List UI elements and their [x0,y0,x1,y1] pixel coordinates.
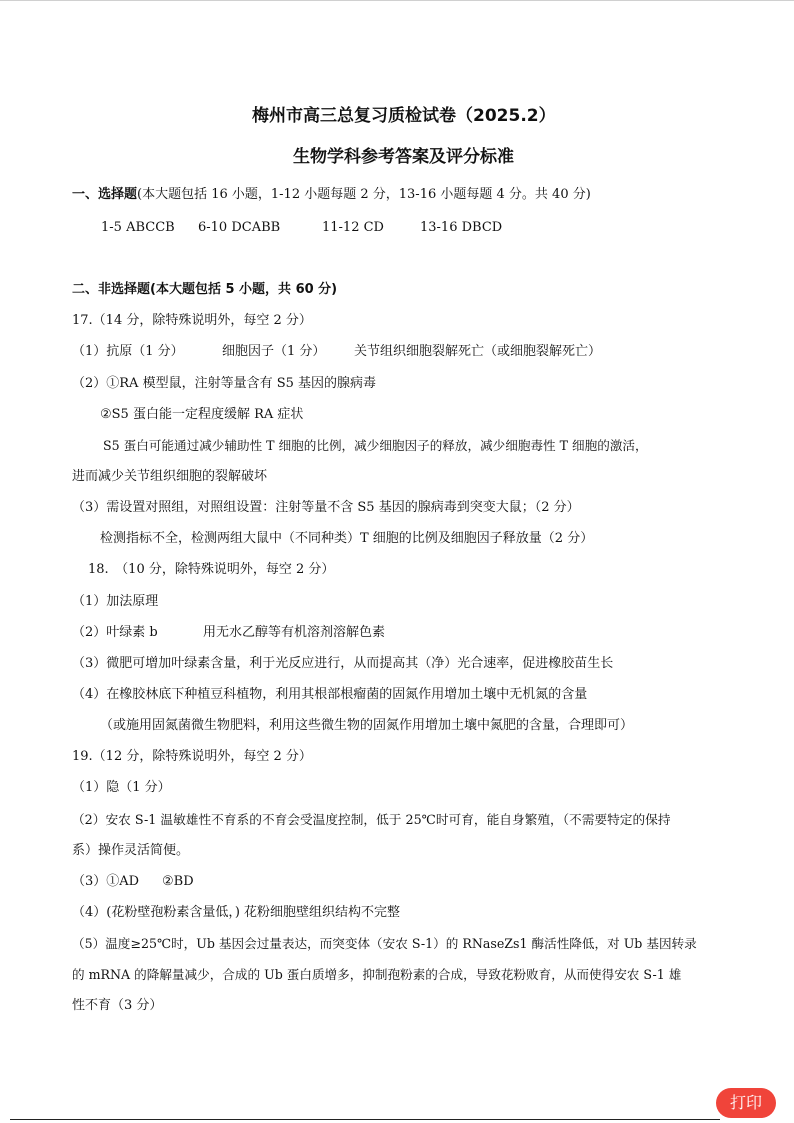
q17-answer-2d: 进而减少关节组织细胞的裂解破坏 [72,469,268,484]
question-17-header: 17.（14 分，除特殊说明外，每空 2 分） [72,313,312,328]
q18-answer-4b: （或施用固氮菌微生物肥料，利用这些微生物的固氮作用增加土壤中氮肥的含量，合理即可） [100,718,634,733]
question-19-header: 19.（12 分，除特殊说明外，每空 2 分） [72,749,312,764]
q19-answer-4: （4）(花粉壁孢粉素含量低，) 花粉细胞壁组织结构不完整 [72,905,401,920]
bottom-divider [10,1119,720,1120]
answer-group-2: 6-10 DCABB [198,220,281,235]
page-subtitle: 生物学科参考答案及评分标准 [293,147,514,167]
answer-group-1: 1-5 ABCCB [101,220,175,235]
q17-answer-1b: 细胞因子（1 分） [222,344,326,359]
q19-answer-3a: （3）①AD [72,874,140,889]
print-button[interactable]: 打印 [716,1088,776,1118]
q18-answer-1: （1）加法原理 [72,594,159,609]
q17-answer-3b: 检测指标不全，检测两组大鼠中（不同种类）T 细胞的比例及细胞因子释放量（2 分） [100,531,594,546]
q18-answer-3: （3）微肥可增加叶绿素含量，利于光反应进行，从而提高其（净）光合速率，促进橡胶苗生长 [72,656,614,671]
q17-answer-1c: 关节组织细胞裂解死亡（或细胞裂解死亡） [354,344,602,359]
q19-answer-5b: 的 mRNA 的降解量减少，合成的 Ub 蛋白质增多，抑制孢粉素的合成，导致花粉败育，从而使得安农 S-1 雄 [72,967,682,982]
q19-answer-1: （1）隐（1 分） [72,780,171,795]
q17-answer-2b: ②S5 蛋白能一定程度缓解 RA 症状 [100,407,304,422]
answer-group-3: 11-12 CD [322,220,384,235]
top-edge-divider [0,0,794,1]
q19-answer-5c: 性不育（3 分） [72,998,163,1013]
q19-answer-5a: （5）温度≥25℃时，Ub 基因会过量表达，而突变体（安农 S-1）的 RNaseZs1 酶活性降低，对 Ub 基因转录 [72,936,697,951]
answer-group-4: 13-16 DBCD [420,220,503,235]
section-1-heading: 一、选择题 [72,187,138,202]
q18-answer-2a: （2）叶绿素 b [72,625,158,640]
section-2-heading: 二、非选择题(本大题包括 5 小题，共 60 分) [72,282,338,297]
q19-answer-2a: （2）安农 S-1 温敏雄性不育系的不育会受温度控制，低于 25℃时可育，能自身繁殖，（不需要特定的保持 [72,812,671,827]
q17-answer-2c: S5 蛋白可能通过减少辅助性 T 细胞的比例，减少细胞因子的释放，减少细胞毒性 T 细胞的激活， [103,438,648,453]
q19-answer-3b: ②BD [162,874,194,889]
q17-answer-2a: （2）①RA 模型鼠，注射等量含有 S5 基因的腺病毒 [72,376,377,391]
q18-answer-2b: 用无水乙醇等有机溶剂溶解色素 [203,625,386,640]
q18-answer-4a: （4）在橡胶林底下种植豆科植物，利用其根部根瘤菌的固氮作用增加土壤中无机氮的含量 [72,687,588,702]
page-title: 梅州市高三总复习质检试卷（2025.2） [252,106,556,126]
question-18-header: 18. （10 分，除特殊说明外，每空 2 分） [88,562,335,577]
section-1-description: (本大题包括 16 小题，1-12 小题每题 2 分，13-16 小题每题 4 分。共 40 分) [137,187,591,202]
q19-answer-2b: 系）操作灵活简便。 [72,843,190,858]
q17-answer-1a: （1）抗原（1 分） [72,344,184,359]
section-1-header [72,186,591,204]
q17-answer-3a: （3）需设置对照组，对照组设置：注射等量不含 S5 基因的腺病毒到突变大鼠；（2 分） [72,500,580,515]
